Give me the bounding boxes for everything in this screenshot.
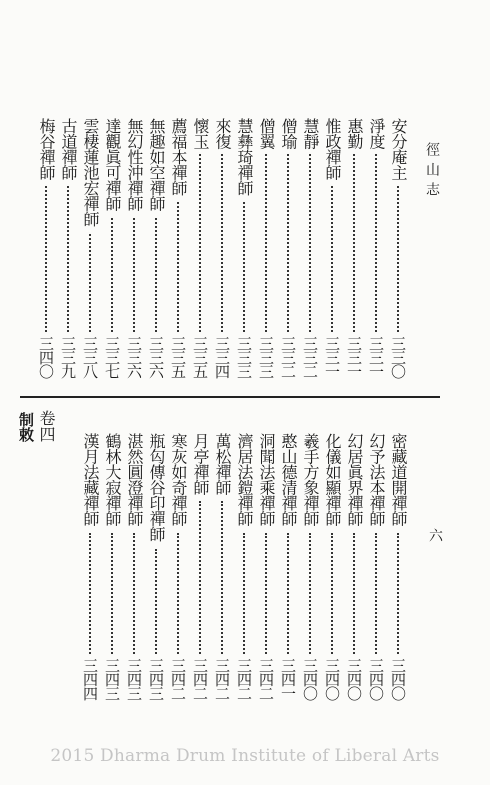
toc-leader-dots — [287, 533, 289, 654]
toc-entry-page: 三四〇 — [301, 658, 319, 700]
toc-entry-page: 三三〇 — [389, 336, 407, 378]
footer-watermark: 2015 Dharma Drum Institute of Liberal Arts — [50, 746, 440, 766]
toc-entry-page: 三四三 — [103, 658, 121, 700]
toc-entry-name: 來復 — [213, 118, 232, 149]
toc-entry-page: 三三九 — [59, 336, 77, 378]
toc-entry-name: 羲手方象禪師 — [301, 433, 320, 526]
toc-entry-page: 三三七 — [103, 336, 121, 378]
toc-entry-name: 幻居眞界禪師 — [345, 433, 364, 526]
toc-leader-dots — [111, 533, 113, 654]
toc-entry-name: 達觀眞可禪師 — [103, 118, 122, 211]
toc-entry-page: 三四二 — [191, 658, 209, 700]
toc-entry-name: 古道禪師 — [59, 118, 78, 180]
toc-entry-name: 湛然圓澄禪師 — [125, 433, 144, 526]
toc-leader-dots — [67, 186, 69, 332]
toc-entry-name: 僧瑜 — [279, 118, 298, 149]
toc-entry-name: 安分庵主 — [389, 118, 408, 180]
toc-entry-page: 三四〇 — [345, 658, 363, 700]
toc-entry-name: 無幻性沖禪師 — [125, 118, 144, 211]
toc-entry-name: 懷玉 — [191, 118, 210, 149]
toc-leader-dots — [331, 186, 333, 332]
toc-leader-dots — [243, 202, 245, 332]
toc-leader-dots — [353, 533, 355, 654]
toc-entry-page: 三三六 — [125, 336, 143, 378]
toc-entry-name: 無趣如空禪師 — [147, 118, 166, 211]
toc-entry-page: 三四二 — [235, 658, 253, 700]
toc-entry-page: 三四二 — [169, 658, 187, 700]
toc-entry-name: 萬松禪師 — [213, 433, 232, 495]
toc-entry-name: 寒灰如奇禪師 — [169, 433, 188, 526]
toc-leader-dots — [221, 154, 223, 332]
toc-leader-dots — [265, 154, 267, 332]
toc-leader-dots — [133, 218, 135, 332]
toc-entry-name: 憨山德清禪師 — [279, 433, 298, 526]
toc-entry-name: 月亭禪師 — [191, 433, 210, 495]
toc-leader-dots — [111, 218, 113, 332]
toc-entry-name: 幻予法本禪師 — [367, 433, 386, 526]
toc-entry-name: 梅谷禪師 — [37, 118, 56, 180]
toc-leader-dots — [375, 154, 377, 332]
toc-leader-dots — [243, 533, 245, 654]
toc-entry-name: 瓶匃傳谷印禪師 — [147, 433, 166, 542]
toc-entry-page: 三四〇 — [323, 658, 341, 700]
toc-leader-dots — [155, 549, 157, 654]
toc-leader-dots — [177, 533, 179, 654]
toc-leader-dots — [133, 533, 135, 654]
toc-entry-page: 三四三 — [125, 658, 143, 700]
toc-leader-dots — [89, 533, 91, 654]
toc-entry-name: 慧彝琦禪師 — [235, 118, 254, 196]
toc-leader-dots — [199, 501, 201, 654]
toc-entry-page: 三四二 — [213, 658, 231, 700]
toc-leader-dots — [397, 533, 399, 654]
toc-entry-name: 薦福本禪師 — [169, 118, 188, 196]
toc-leader-dots — [177, 202, 179, 332]
toc-leader-dots — [45, 186, 47, 332]
toc-entry-page: 三三四 — [213, 336, 231, 378]
toc-entry-page: 三三五 — [169, 336, 187, 378]
toc-leader-dots — [353, 154, 355, 332]
toc-entry-name: 雲棲蓮池宏禪師 — [81, 118, 100, 227]
toc-entry-name: 惠勤 — [345, 118, 364, 149]
toc-entry-name: 慧靜 — [301, 118, 320, 149]
volume-title: 卷四 — [37, 410, 56, 442]
toc-leader-dots — [265, 533, 267, 654]
toc-leader-dots — [309, 154, 311, 332]
toc-leader-dots — [287, 154, 289, 332]
toc-leader-dots — [155, 218, 157, 332]
toc-leader-dots — [221, 501, 223, 654]
toc-entry-page: 三四一 — [279, 658, 297, 700]
volume-subtitle: 制敕 — [17, 412, 35, 442]
toc-entry-name: 淨度 — [367, 118, 386, 149]
toc-entry-page: 三三一 — [345, 336, 363, 378]
toc-leader-dots — [331, 533, 333, 654]
toc-leader-dots — [375, 533, 377, 654]
toc-entry-page: 三四〇 — [37, 336, 55, 378]
toc-entry-page: 三三三 — [235, 336, 253, 378]
toc-entry-page: 三四〇 — [389, 658, 407, 700]
toc-entry-page: 三四〇 — [367, 658, 385, 700]
toc-entry-page: 三三二 — [301, 336, 319, 378]
toc-leader-dots — [199, 154, 201, 332]
page-number: 六 — [427, 528, 443, 542]
toc-entry-page: 三四三 — [147, 658, 165, 700]
toc-entry-page: 三三二 — [279, 336, 297, 378]
toc-entry-name: 鶴林大寂禪師 — [103, 433, 122, 526]
toc-entry-name: 僧翼 — [257, 118, 276, 149]
toc-entry-page: 三三五 — [191, 336, 209, 378]
toc-entry-page: 三三六 — [147, 336, 165, 378]
toc-entry-name: 漢月法藏禪師 — [81, 433, 100, 526]
toc-entry-name: 洞聞法乘禪師 — [257, 433, 276, 526]
toc-entry-page: 三三八 — [81, 336, 99, 378]
toc-entry-page: 三三三 — [257, 336, 275, 378]
toc-entry-name: 惟政禪師 — [323, 118, 342, 180]
section-divider — [20, 396, 440, 398]
toc-leader-dots — [397, 186, 399, 332]
toc-leader-dots — [89, 234, 91, 332]
toc-entry-page: 三四二 — [257, 658, 275, 700]
toc-entry-name: 化儀如顯禪師 — [323, 433, 342, 526]
toc-entry-page: 三三一 — [323, 336, 341, 378]
toc-leader-dots — [309, 533, 311, 654]
toc-entry-page: 三四四 — [81, 658, 99, 700]
toc-entry-name: 密藏道開禪師 — [389, 433, 408, 526]
running-title: 徑山志 — [424, 142, 440, 202]
toc-entry-page: 三三一 — [367, 336, 385, 378]
toc-entry-name: 濟居法鎧禪師 — [235, 433, 254, 526]
